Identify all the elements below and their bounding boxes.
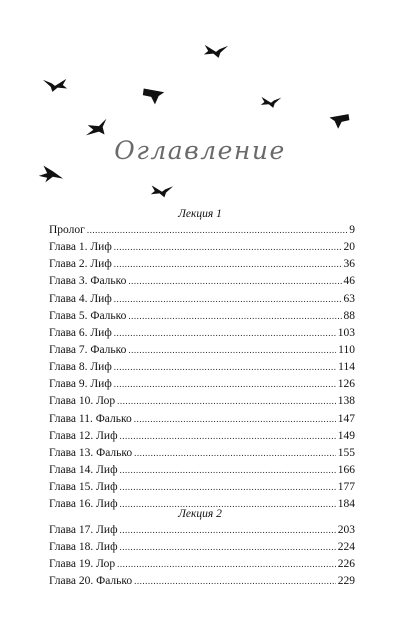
toc-entry xyxy=(49,342,355,359)
toc-entry-page: 36 xyxy=(343,258,355,271)
section-heading: Лекция 1 xyxy=(178,208,222,220)
toc-leader-dots xyxy=(114,359,336,376)
toc-entry-page: 63 xyxy=(343,292,355,305)
toc-entry-label: Глава 3. Фалько xyxy=(49,275,127,288)
toc-leader-dots xyxy=(120,479,336,496)
crow-icon xyxy=(203,42,229,60)
toc-entry-page: 149 xyxy=(337,429,355,442)
toc-entry xyxy=(49,256,355,273)
toc-entry-label: Глава 19. Лор xyxy=(49,558,116,571)
toc-leader-dots xyxy=(120,462,336,479)
toc-list xyxy=(49,222,355,513)
toc-entry xyxy=(49,522,355,539)
toc-entry xyxy=(49,273,355,290)
toc-entry xyxy=(49,359,355,376)
toc-list xyxy=(49,522,355,591)
crow-icon xyxy=(260,94,282,110)
toc-entry xyxy=(49,573,355,590)
toc-entry xyxy=(49,445,355,462)
toc-leader-dots xyxy=(114,239,342,256)
toc-entry-label: Глава 15. Лиф xyxy=(49,481,118,494)
toc-entry xyxy=(49,291,355,308)
toc-entry-label: Пролог xyxy=(49,224,85,236)
toc-entry-label: Глава 7. Фалько xyxy=(49,343,127,356)
toc-entry xyxy=(49,428,355,445)
toc-entry-page: 46 xyxy=(343,275,355,288)
toc-leader-dots xyxy=(128,273,341,290)
toc-entry xyxy=(49,556,355,573)
toc-leader-dots xyxy=(120,522,336,539)
crow-icon xyxy=(36,163,64,185)
toc-entry xyxy=(49,325,355,342)
toc-entry-label: Глава 11. Фалько xyxy=(49,412,132,425)
toc-entry-page: 224 xyxy=(337,541,355,554)
toc-entry-page: 88 xyxy=(343,309,355,322)
toc-leader-dots xyxy=(128,308,341,325)
toc-entry-label: Глава 16. Лиф xyxy=(49,498,118,511)
toc-entry-label: Глава 2. Лиф xyxy=(49,258,112,271)
toc-entry-label: Глава 14. Лиф xyxy=(49,463,118,476)
toc-entry-label: Глава 10. Лор xyxy=(49,395,116,408)
toc-entry-label: Глава 8. Лиф xyxy=(49,361,112,374)
toc-entry xyxy=(49,239,355,256)
toc-leader-dots xyxy=(134,411,336,428)
crow-icon xyxy=(140,85,168,107)
toc-entry-page: 203 xyxy=(337,524,355,536)
toc-entry-page: 110 xyxy=(338,343,355,356)
toc-entry-label: Глава 5. Фалько xyxy=(49,309,127,322)
toc-entry-page: 184 xyxy=(337,498,355,511)
toc-leader-dots xyxy=(134,445,336,462)
crow-icon xyxy=(84,116,112,138)
toc-leader-dots xyxy=(134,573,336,590)
toc-entry-page: 9 xyxy=(349,224,355,236)
toc-entry-page: 114 xyxy=(338,361,355,374)
toc-entry xyxy=(49,376,355,393)
toc-entry xyxy=(49,539,355,556)
toc-entry-page: 147 xyxy=(337,412,355,425)
toc-leader-dots xyxy=(120,539,336,556)
crow-icon xyxy=(42,76,68,94)
toc-leader-dots xyxy=(120,428,336,445)
toc-leader-dots xyxy=(114,256,342,273)
toc-entry-page: 138 xyxy=(337,395,355,408)
crow-icon xyxy=(150,182,174,200)
toc-entry-label: Глава 12. Лиф xyxy=(49,429,118,442)
toc-entry-page: 155 xyxy=(337,446,355,459)
toc-leader-dots xyxy=(114,291,342,308)
birds-illustration xyxy=(0,0,400,210)
toc-entry xyxy=(49,462,355,479)
toc-leader-dots xyxy=(114,376,336,393)
toc-entry-page: 103 xyxy=(337,326,355,339)
toc-entry-page: 229 xyxy=(337,575,355,588)
toc-entry xyxy=(49,222,355,239)
toc-leader-dots xyxy=(117,556,336,573)
toc-entry xyxy=(49,308,355,325)
toc-entry-label: Глава 9. Лиф xyxy=(49,378,112,391)
toc-entry-label: Глава 20. Фалько xyxy=(49,575,133,588)
toc-entry-label: Глава 18. Лиф xyxy=(49,541,118,554)
toc-entry-page: 126 xyxy=(337,378,355,391)
toc-entry-page: 177 xyxy=(337,481,355,494)
toc-entry-page: 226 xyxy=(337,558,355,571)
toc-entry-label: Глава 1. Лиф xyxy=(49,241,112,254)
toc-leader-dots xyxy=(114,325,336,342)
page-title: Оглавление xyxy=(114,136,286,165)
toc-entry xyxy=(49,411,355,428)
toc-leader-dots xyxy=(117,393,336,410)
toc-entry xyxy=(49,393,355,410)
toc-entry-label: Глава 13. Фалько xyxy=(49,446,133,459)
toc-entry-page: 20 xyxy=(343,241,355,254)
crow-icon xyxy=(326,110,352,132)
toc-leader-dots xyxy=(128,342,336,359)
section-heading: Лекция 2 xyxy=(178,508,222,520)
toc-entry xyxy=(49,479,355,496)
toc-leader-dots xyxy=(87,222,347,239)
toc-entry-page: 166 xyxy=(337,463,355,476)
toc-entry-label: Глава 6. Лиф xyxy=(49,326,112,339)
toc-entry-label: Глава 4. Лиф xyxy=(49,292,112,305)
toc-entry-label: Глава 17. Лиф xyxy=(49,524,118,536)
